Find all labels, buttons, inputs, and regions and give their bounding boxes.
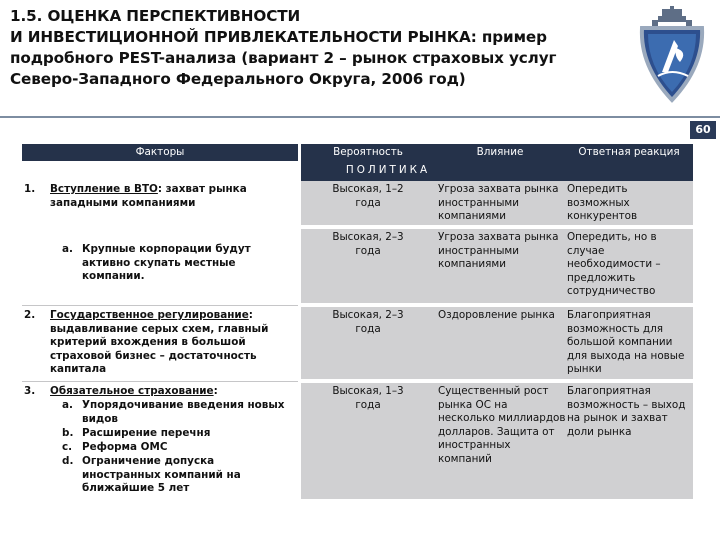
probability-cell: Высокая, 1–2 года: [332, 183, 404, 209]
factor-text: :: [213, 385, 218, 397]
row-number: 1.: [24, 183, 36, 195]
probability-cell: Высокая, 2–3 года: [332, 231, 404, 257]
impact-cell: Угроза захвата рынка иностранными компаниями: [438, 183, 559, 223]
factor-cell: [50, 183, 290, 210]
impact-cell: Угроза захвата рынка иностранными компаниями: [438, 231, 559, 271]
row-divider: [22, 381, 298, 382]
factor-title: Государственное регулирование: [50, 309, 249, 321]
response-cell: Благоприятная возможность – выход на рынок и захват доли рынка: [567, 385, 686, 438]
row-number: 2.: [24, 309, 36, 321]
factor-title: Вступление в ВТО: [50, 183, 158, 195]
factor-text: : выдавливание серых схем, главный критерий вхождения в большой страховой бизнес – достаточность капитала: [50, 309, 269, 376]
factor-title: Обязательное страхование: [50, 385, 214, 397]
header-divider: [0, 116, 720, 118]
sub-marker: c.: [62, 441, 73, 453]
sub-item-text: Ограничение допуска иностранных компаний на ближайшие 5 лет: [82, 455, 241, 495]
factor-cell: [50, 385, 296, 399]
factor-cell: [50, 309, 296, 377]
sub-item-text: Расширение перечня: [82, 427, 211, 439]
title-line-2: И ИНВЕСТИЦИОННОЙ ПРИВЛЕКАТЕЛЬНОСТИ РЫНКА: пример: [10, 28, 547, 46]
row-number: 3.: [24, 385, 36, 397]
row-divider: [22, 305, 298, 306]
probability-cell: Высокая, 1–3 года: [332, 385, 404, 411]
probability-cell: Высокая, 2–3 года: [332, 309, 404, 335]
impact-cell: Существенный рост рынка ОС на несколько миллиардов долларов. Защита от иностранных компаний: [438, 385, 566, 465]
title-line-1: 1.5. ОЦЕНКА ПЕРСПЕКТИВНОСТИ: [10, 7, 301, 25]
title-line-4: Северо-Западного Федерального Округа, 2006 год): [10, 70, 466, 88]
response-cell: Опередить, но в случае необходимости – предложить сотрудничество: [567, 231, 661, 298]
emblem-shield-logo: [632, 6, 712, 104]
sub-item-text: Упорядочивание введения новых видов: [82, 399, 285, 425]
col-header-factors: Факторы: [22, 144, 298, 161]
factor-text: Крупные корпорации будут активно скупать местные компании.: [82, 243, 251, 283]
title-line-3: подробного PEST-анализа (вариант 2 – рынок страховых услуг: [10, 49, 557, 67]
sub-marker: a.: [62, 399, 73, 411]
factor-text: : захват рынка западными компаниями: [50, 183, 247, 209]
response-cell: Благоприятная возможность для большой компании для выхода на новые рынки: [567, 309, 685, 376]
sub-marker: b.: [62, 427, 74, 439]
sub-item-text: Реформа ОМС: [82, 441, 168, 453]
sub-marker: a.: [62, 243, 73, 255]
response-cell: Опередить возможных конкурентов: [567, 183, 638, 223]
col-header-response: Ответная реакция: [565, 144, 693, 161]
page-number: 60: [690, 121, 716, 139]
slide-header: [0, 0, 720, 116]
slide-title: [10, 6, 610, 90]
col-header-probability: Вероятность: [301, 144, 435, 161]
impact-cell: Оздоровление рынка: [438, 309, 555, 321]
col-header-impact: Влияние: [435, 144, 565, 161]
sub-marker: d.: [62, 455, 74, 467]
section-label: ПОЛИТИКА: [345, 164, 431, 176]
